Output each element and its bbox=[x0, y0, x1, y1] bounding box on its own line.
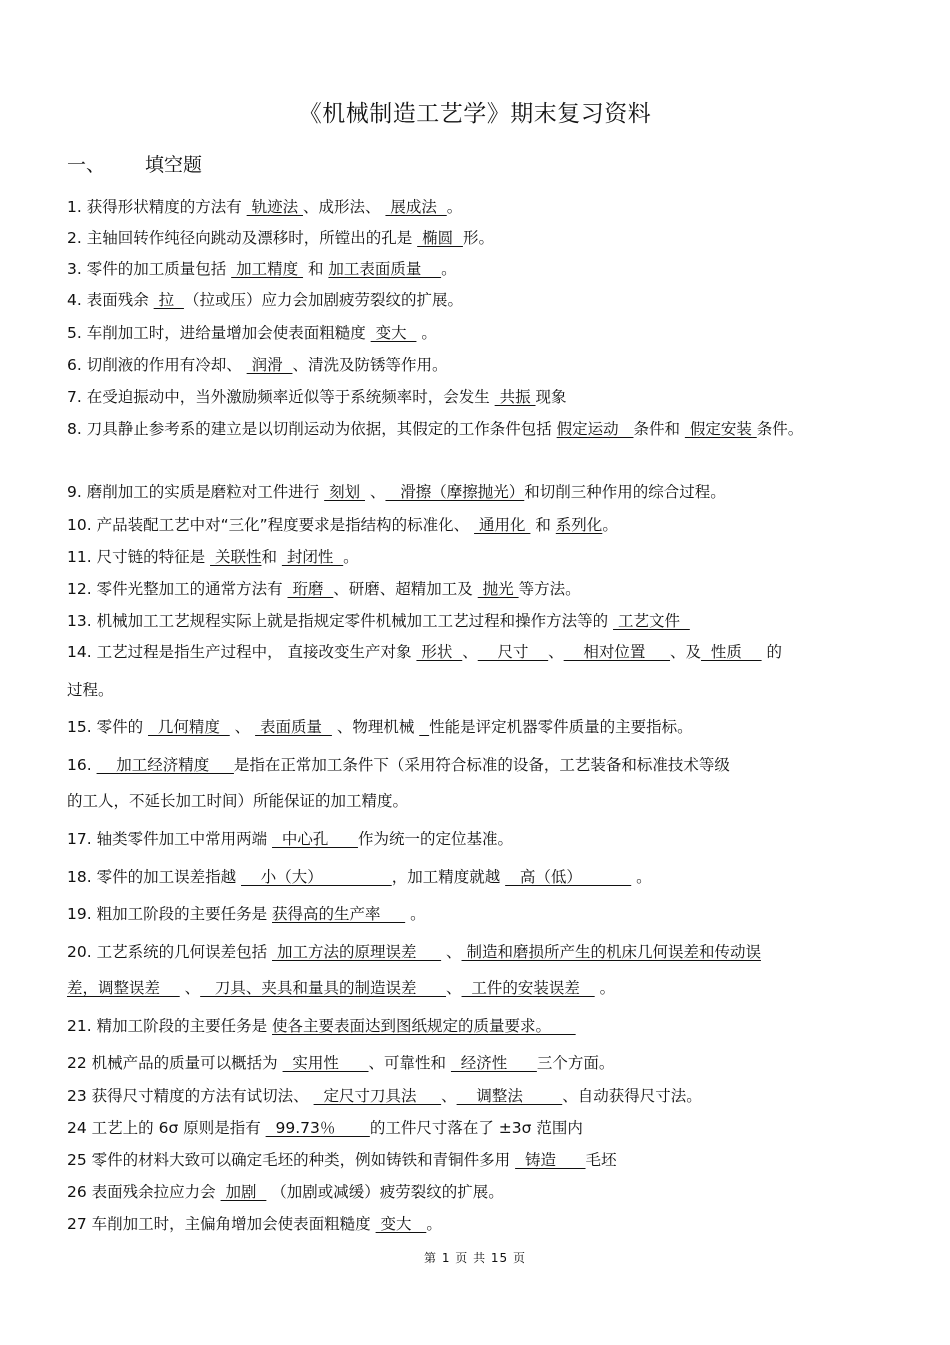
question-text: 作为统一的定位基准。 bbox=[357, 830, 513, 848]
answer-blank: 加工方法的原理误差 bbox=[272, 943, 442, 961]
answer-blank: 展成法 bbox=[385, 198, 447, 216]
question-text: 6. 切削液的作用有冷却、 bbox=[67, 356, 247, 374]
question-text: 毛坯 bbox=[585, 1151, 617, 1169]
question-text: 21. 精加工阶段的主要任务是 bbox=[67, 1017, 273, 1035]
question-line bbox=[67, 1145, 899, 1176]
answer-blank: 铸造 bbox=[515, 1151, 586, 1169]
answer-blank: 性质 bbox=[701, 643, 762, 661]
question-text: 18. 零件的加工误差指越 bbox=[67, 868, 242, 886]
answer-blank: 珩磨 bbox=[287, 580, 334, 598]
question-text: 、及 bbox=[670, 643, 702, 661]
answer-blank: 封闭性 bbox=[281, 548, 344, 566]
answer-blank: 99.73％ bbox=[265, 1119, 370, 1137]
question-text: 、成形法、 bbox=[303, 198, 386, 216]
question-text: 4. 表面残余 bbox=[67, 291, 154, 309]
question-text: 条件和 bbox=[633, 420, 685, 438]
question-text: 。 bbox=[441, 260, 457, 278]
question-text: 、 bbox=[548, 643, 564, 661]
question-text: 、 bbox=[462, 643, 478, 661]
answer-blank: 加工经济精度 bbox=[96, 756, 234, 774]
question-line bbox=[67, 1177, 899, 1208]
question-line bbox=[67, 223, 899, 254]
question-text: 20. 工艺系统的几何误差包括 bbox=[67, 943, 273, 961]
question-line bbox=[67, 1081, 899, 1112]
question-text: 。 bbox=[594, 979, 616, 997]
question-text: 过程。 bbox=[67, 681, 114, 699]
question-text: 的工人，不延长加工时间）所能保证的加工精度。 bbox=[67, 792, 409, 810]
question-text: 和 bbox=[303, 260, 329, 278]
question-text: 27 车削加工时，主偏角增加会使表面粗糙度 bbox=[67, 1215, 376, 1233]
answer-blank: 经济性 bbox=[450, 1054, 537, 1072]
question-text: ，加工精度就越 bbox=[391, 868, 506, 886]
question-text: 23 获得尺寸精度的方法有试切法、 bbox=[67, 1087, 314, 1105]
question-line bbox=[67, 899, 899, 930]
question-text: 形。 bbox=[462, 229, 494, 247]
question-line bbox=[67, 1011, 899, 1042]
answer-blank: 变大 bbox=[375, 1215, 427, 1233]
question-line bbox=[67, 285, 899, 316]
answer-blank: 实用性 bbox=[282, 1054, 369, 1072]
answer-blank: 系列化 bbox=[555, 516, 603, 534]
answer-blank: 假定安装 bbox=[684, 420, 757, 438]
question-text: 14. 工艺过程是指生产过程中， 直接改变生产对象 bbox=[67, 643, 417, 661]
answer-blank: 拉 bbox=[153, 291, 184, 309]
question-line bbox=[67, 973, 899, 1004]
question-text: 1. 获得形状精度的方法有 bbox=[67, 198, 247, 216]
question-text: 8. 刀具静止参考系的建立是以切削运动为依据，其假定的工作条件包括 bbox=[67, 420, 557, 438]
question-text: 、 bbox=[365, 483, 386, 501]
question-text: 、可靠性和 bbox=[368, 1054, 451, 1072]
question-text: 、研磨、超精加工及 bbox=[333, 580, 478, 598]
question-text: 和 bbox=[530, 516, 556, 534]
question-line bbox=[67, 382, 899, 413]
answer-blank: 差，调整误差 bbox=[67, 979, 180, 997]
question-line bbox=[67, 606, 899, 637]
question-text: 3. 零件的加工质量包括 bbox=[67, 260, 232, 278]
page-footer: 第 1 页 共 15 页 bbox=[424, 1251, 526, 1265]
question-text: 12. 零件光整加工的通常方法有 bbox=[67, 580, 288, 598]
question-text: （加剧或减缓）疲劳裂纹的扩展。 bbox=[266, 1183, 504, 1201]
question-text: 。 bbox=[446, 198, 463, 216]
answer-blank: 中心孔 bbox=[272, 830, 358, 848]
answer-blank: 共振 bbox=[494, 388, 536, 406]
question-text: 5. 车削加工时，进给量增加会使表面粗糙度 bbox=[67, 324, 371, 342]
question-text: 等方法。 bbox=[518, 580, 581, 598]
question-text: （拉或压）应力会加剧疲劳裂纹的扩展。 bbox=[183, 291, 463, 309]
question-text: 24 工艺上的 6σ 原则是指有 bbox=[67, 1119, 266, 1137]
question-text: 、 bbox=[229, 718, 256, 736]
document-title: 《机械制造工艺学》期末复习资料 bbox=[298, 101, 652, 127]
question-text: 性能是评定机器零件质量的主要指标。 bbox=[429, 718, 693, 736]
answer-blank: 加工表面质量 bbox=[328, 260, 442, 278]
question-line bbox=[67, 414, 899, 445]
question-text: 、 bbox=[446, 979, 462, 997]
section-heading bbox=[67, 150, 202, 177]
question-text: 是指在正常加工条件下（采用符合标准的设备，工艺装备和标准技术等级 bbox=[233, 756, 730, 774]
question-line bbox=[67, 318, 899, 349]
question-text: 26 表面残余拉应力会 bbox=[67, 1183, 221, 1201]
section-number: 一、 bbox=[67, 154, 106, 176]
answer-blank: 刀具、夹具和量具的制造误差 bbox=[200, 979, 447, 997]
answer-blank: 定尺寸刀具法 bbox=[313, 1087, 442, 1105]
question-text: 、自动获得尺寸法。 bbox=[562, 1087, 702, 1105]
question-text: 2. 主轴回转作纯径向跳动及漂移时，所镗出的孔是 bbox=[67, 229, 418, 247]
question-text: 、 bbox=[441, 1087, 457, 1105]
answer-blank: 尺寸 bbox=[477, 643, 549, 661]
question-line bbox=[67, 824, 899, 855]
question-text: 25 零件的材料大致可以确定毛坯的种类，例如铸铁和青铜件多用 bbox=[67, 1151, 516, 1169]
answer-blank: 通用化 bbox=[474, 516, 531, 534]
answer-blank: 获得高的生产率 bbox=[272, 905, 406, 923]
question-line bbox=[67, 750, 899, 781]
answer-blank: 小（大） bbox=[241, 868, 392, 886]
answer-blank: 轨迹法 bbox=[246, 198, 304, 216]
question-text: 。 bbox=[416, 324, 437, 342]
question-text: 三个方面。 bbox=[536, 1054, 615, 1072]
question-line bbox=[67, 477, 899, 508]
question-line bbox=[67, 510, 899, 541]
answer-blank: 变大 bbox=[370, 324, 417, 342]
question-line bbox=[67, 542, 899, 573]
answer-blank: 椭圆 bbox=[417, 229, 463, 247]
question-line bbox=[67, 192, 899, 223]
answer-blank: 表面质量 bbox=[255, 718, 332, 736]
question-text: 17. 轴类零件加工中常用两端 bbox=[67, 830, 273, 848]
question-text: 11. 尺寸链的特征是 bbox=[67, 548, 211, 566]
answer-blank: 滑擦（摩擦抛光） bbox=[385, 483, 525, 501]
question-line bbox=[67, 1209, 899, 1240]
question-line bbox=[67, 675, 899, 706]
answer-blank: 工件的安装误差 bbox=[461, 979, 595, 997]
answer-blank: 润滑 bbox=[246, 356, 293, 374]
answer-blank: 高（低） bbox=[505, 868, 632, 886]
question-text: 。 bbox=[343, 548, 359, 566]
answer-blank: 假定运动 bbox=[556, 420, 634, 438]
question-line bbox=[67, 712, 899, 743]
question-line bbox=[67, 637, 899, 668]
question-text: 的 bbox=[761, 643, 783, 661]
answer-blank: 刻划 bbox=[324, 483, 366, 501]
question-text: 和切削三种作用的综合过程。 bbox=[524, 483, 726, 501]
question-text: 。 bbox=[602, 516, 618, 534]
question-text: 10. 产品装配工艺中对“三化”程度要求是指结构的标准化、 bbox=[67, 516, 475, 534]
answer-blank: 抛光 bbox=[477, 580, 519, 598]
question-line bbox=[67, 254, 899, 285]
answer-blank: 调整法 bbox=[456, 1087, 563, 1105]
answer-blank: 制造和磨损所产生的机床几何误差和传动误 bbox=[461, 943, 761, 961]
question-line bbox=[67, 1113, 899, 1144]
question-line bbox=[67, 937, 899, 968]
question-text: 。 bbox=[405, 905, 426, 923]
question-text: 15. 零件的 bbox=[67, 718, 149, 736]
question-text: 16. bbox=[67, 756, 97, 774]
question-line bbox=[67, 786, 899, 817]
question-text: 9. 磨削加工的实质是磨粒对工件进行 bbox=[67, 483, 325, 501]
answer-blank: 加剧 bbox=[220, 1183, 267, 1201]
question-line bbox=[67, 1048, 899, 1079]
question-line bbox=[67, 350, 899, 381]
answer-blank: 关联性 bbox=[210, 548, 262, 566]
question-text: 、 bbox=[441, 943, 462, 961]
question-text: 现象 bbox=[535, 388, 567, 406]
question-line bbox=[67, 574, 899, 605]
question-text: 13. 机械加工工艺规程实际上就是指规定零件机械加工工艺过程和操作方法等的 bbox=[67, 612, 614, 630]
answer-blank: 形状 bbox=[416, 643, 463, 661]
question-text: 。 bbox=[631, 868, 652, 886]
question-text: 和 bbox=[261, 548, 282, 566]
question-text: 、 bbox=[179, 979, 201, 997]
answer-blank: 加工精度 bbox=[231, 260, 304, 278]
question-text: 19. 粗加工阶段的主要任务是 bbox=[67, 905, 273, 923]
question-text: 22 机械产品的质量可以概括为 bbox=[67, 1054, 283, 1072]
question-text: 的工件尺寸落在了 ±3σ 范围内 bbox=[369, 1119, 583, 1137]
answer-blank: 几何精度 bbox=[148, 718, 230, 736]
question-text: 、物理机械 bbox=[331, 718, 420, 736]
question-line bbox=[67, 862, 899, 893]
answer-blank bbox=[419, 718, 429, 736]
question-text: 。 bbox=[426, 1215, 442, 1233]
answer-blank: 相对位置 bbox=[563, 643, 671, 661]
question-text: 条件。 bbox=[756, 420, 804, 438]
question-text: 7. 在受迫振动中，当外激励频率近似等于系统频率时，会发生 bbox=[67, 388, 495, 406]
answer-blank: 工艺文件 bbox=[613, 612, 690, 630]
answer-blank: 使各主要表面达到图纸规定的质量要求。 bbox=[272, 1017, 576, 1035]
section-label: 填空题 bbox=[145, 154, 203, 176]
question-text: 、清洗及防锈等作用。 bbox=[292, 356, 448, 374]
